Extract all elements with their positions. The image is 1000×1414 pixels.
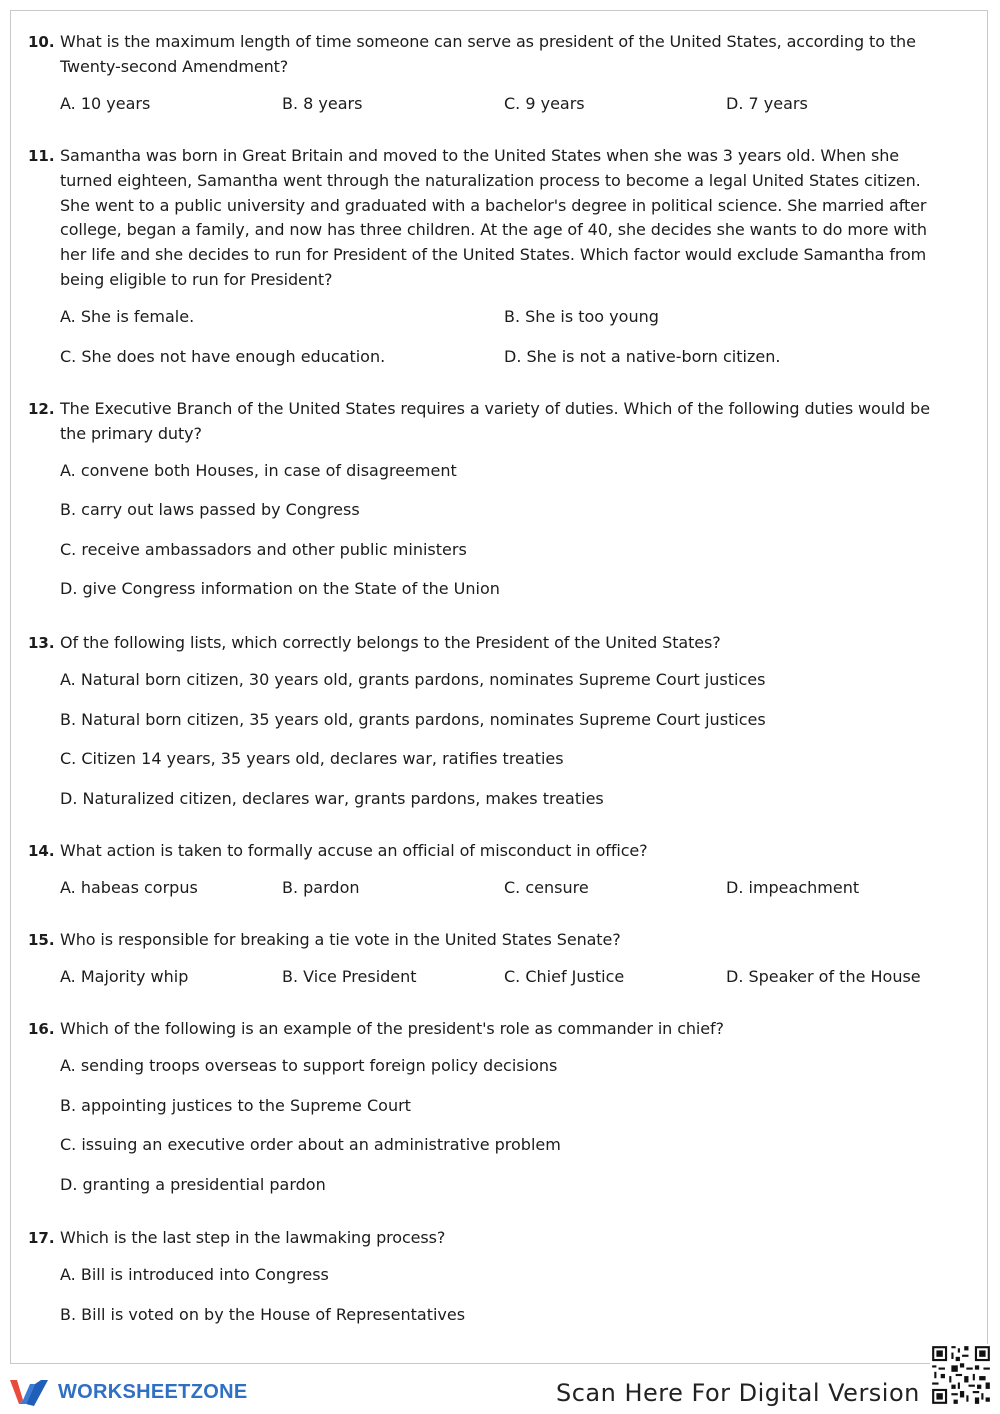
logo-w-icon: [8, 1376, 52, 1408]
question-text: Which is the last step in the lawmaking process?: [60, 1228, 446, 1247]
question-number: 16.: [28, 1020, 55, 1038]
question-text: What action is taken to formally accuse an official of misconduct in office?: [60, 841, 648, 860]
question-16: [28, 1017, 938, 1201]
question-number: 13.: [28, 634, 55, 652]
question-number: 12.: [28, 400, 55, 418]
scan-here-text: Scan Here For Digital Version: [556, 1379, 920, 1407]
option-b: B. 8 years: [282, 93, 363, 113]
option-a: A. 10 years: [60, 93, 151, 113]
option-b: B. pardon: [282, 878, 360, 897]
option-d: D. Naturalized citizen, declares war, grants pardons, makes treaties: [60, 788, 604, 808]
option-a: A. She is female.: [60, 306, 195, 326]
question-12: [28, 397, 938, 605]
option-a: A. Bill is introduced into Congress: [60, 1265, 329, 1284]
question-11: [28, 144, 938, 373]
option-c: C. 9 years: [504, 93, 585, 113]
question-14: [28, 839, 938, 904]
option-c: C. censure: [504, 878, 589, 897]
option-d: D. give Congress information on the State of the Union: [60, 579, 500, 599]
option-d: D. She is not a native-born citizen.: [504, 346, 781, 366]
option-a: A. habeas corpus: [60, 878, 198, 897]
option-b: B. Natural born citizen, 35 years old, grants pardons, nominates Supreme Court justices: [60, 709, 766, 729]
question-number: 17.: [28, 1229, 55, 1247]
question-15: [28, 928, 938, 993]
option-b: B. appointing justices to the Supreme Court: [60, 1095, 411, 1115]
option-b: B. Vice President: [282, 967, 417, 986]
option-b: B. Bill is voted on by the House of Representatives: [60, 1304, 466, 1324]
option-d: D. Speaker of the House: [726, 967, 921, 986]
question-number: 15.: [28, 931, 55, 949]
question-13: [28, 631, 938, 815]
question-text: Who is responsible for breaking a tie vote in the United States Senate?: [60, 930, 621, 949]
option-d: D. 7 years: [726, 93, 808, 113]
question-number: 10.: [28, 33, 55, 51]
question-number: 11.: [28, 147, 55, 165]
option-c: C. issuing an executive order about an administrative problem: [60, 1135, 561, 1154]
option-a: A. sending troops overseas to support foreign policy decisions: [60, 1056, 558, 1075]
option-c: C. receive ambassadors and other public ministers: [60, 539, 467, 559]
question-10: [28, 30, 938, 120]
option-b: B. She is too young: [504, 306, 659, 326]
option-b: B. carry out laws passed by Congress: [60, 500, 360, 520]
question-text: Samantha was born in Great Britain and moved to the United States when she was 3 years old. When she turned eighteen, Samantha went through the naturalization process to become a legal United States citizen. She went to a public university and graduated with a bachelor's degree in political science. She married after college, began a family, and now has three children. At the age of 40, she decides she wants to do more with her life and she decides to run for President of the United States. Which factor would exclude Samantha from being eligible to run for President?: [60, 146, 927, 289]
question-text: What is the maximum length of time someone can serve as president of the United States, according to the Twenty-second Amendment?: [60, 32, 916, 76]
option-d: D. impeachment: [726, 878, 860, 897]
option-c: C. Citizen 14 years, 35 years old, declares war, ratifies treaties: [60, 749, 564, 768]
option-c: C. She does not have enough education.: [60, 346, 386, 366]
qr-code-icon[interactable]: [930, 1344, 992, 1406]
option-d: D. granting a presidential pardon: [60, 1174, 326, 1194]
question-text: Which of the following is an example of the president's role as commander in chief?: [60, 1019, 724, 1038]
question-text: Of the following lists, which correctly belongs to the President of the United States?: [60, 633, 721, 652]
option-a: A. convene both Houses, in case of disagreement: [60, 460, 457, 480]
worksheetzone-logo[interactable]: [8, 1376, 247, 1408]
question-text: The Executive Branch of the United States requires a variety of duties. Which of the following duties would be the primary duty?: [60, 399, 930, 443]
logo-text: WORKSHEETZONE: [58, 1380, 248, 1403]
option-c: C. Chief Justice: [504, 967, 625, 986]
question-17: [28, 1226, 938, 1331]
option-a: A. Natural born citizen, 30 years old, grants pardons, nominates Supreme Court justices: [60, 670, 766, 689]
question-number: 14.: [28, 842, 55, 860]
option-a: A. Majority whip: [60, 967, 189, 986]
